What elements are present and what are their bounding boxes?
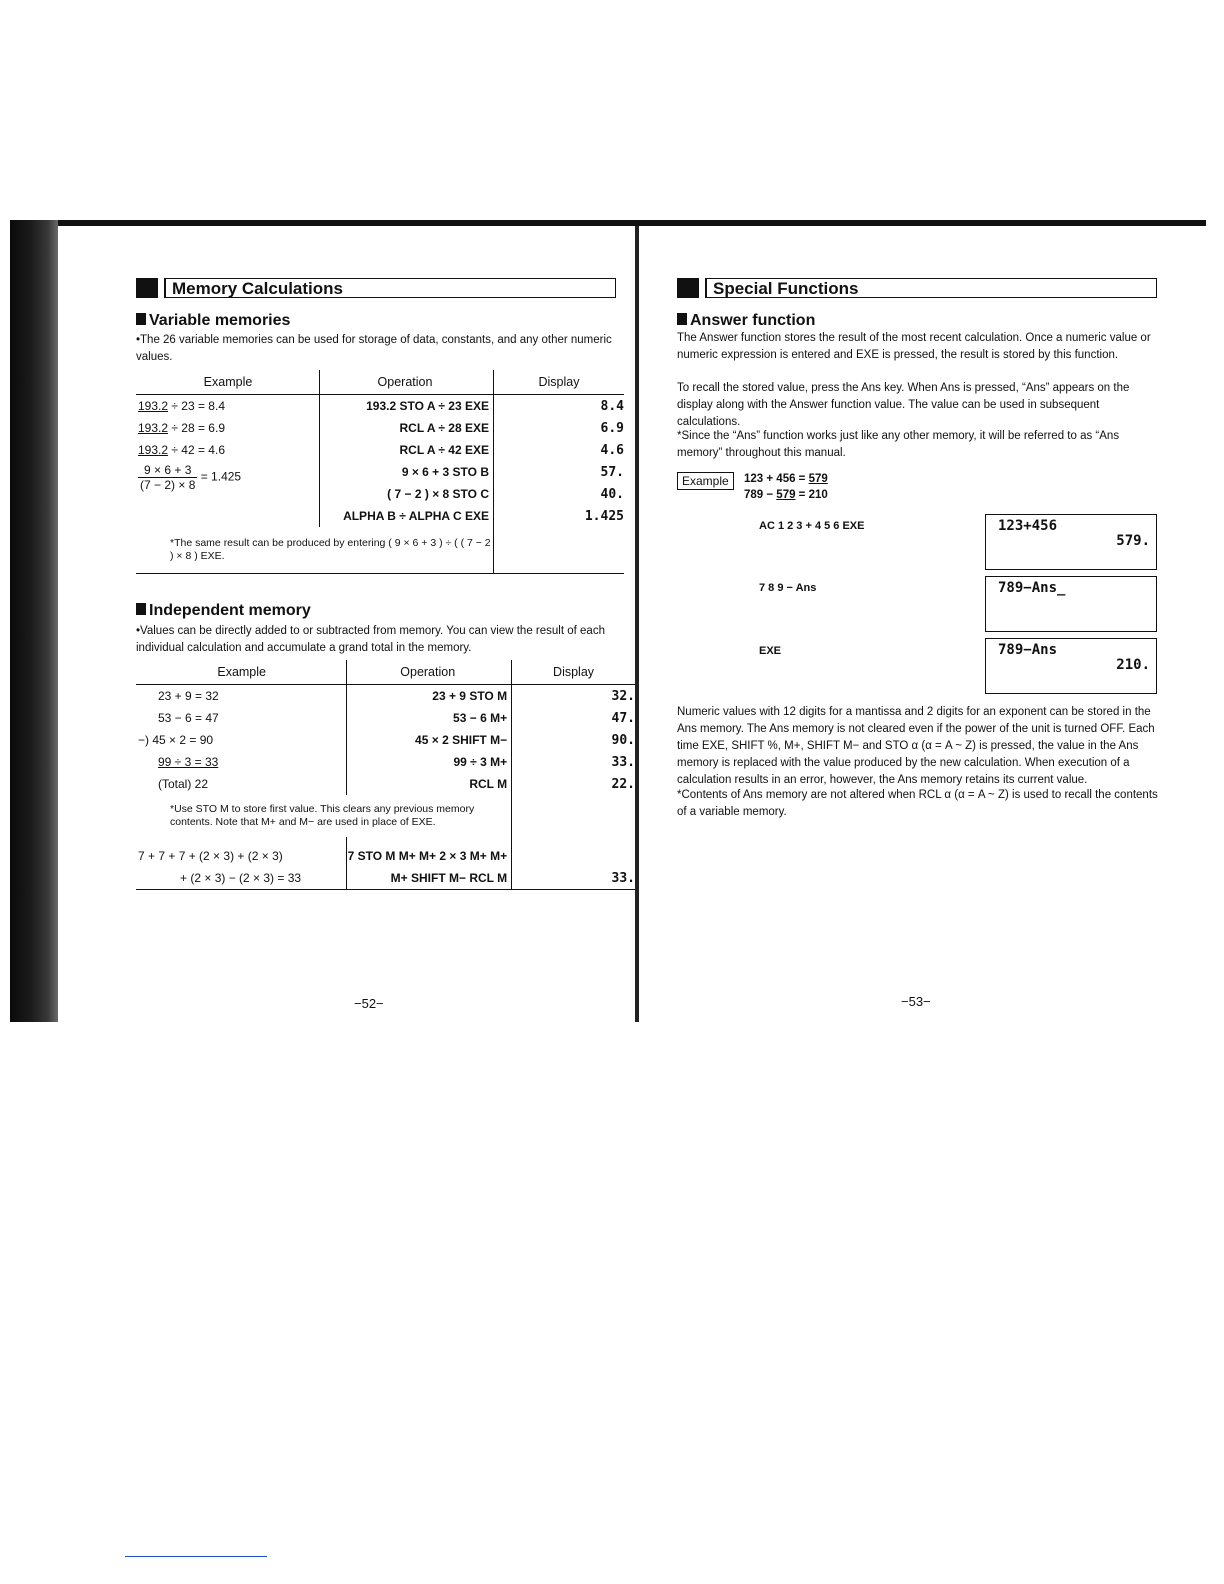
- operation-keys: RCL A ÷ 42 EXE: [320, 439, 494, 461]
- col-operation: Operation: [320, 370, 494, 395]
- table-header: Example Operation Display: [136, 660, 635, 685]
- ans-memory-note: *Contents of Ans memory are not altered when RCL α (α = A ~ Z) is used to recall the contents of a variable memory.: [677, 789, 1158, 818]
- section-marker-block: [677, 278, 699, 298]
- independent-memory-heading: Independent memory: [136, 602, 311, 620]
- ans-memory-para: Numeric values with 12 digits for a mantissa and 2 digits for an exponent can be stored in the Ans memory. The Ans memory is not cleared even if the power of the unit is turned OFF. Each time EXE, SHIFT %, M+, SHIFT M− and STO α (α = A ~ Z) is pressed, the value in the Ans memory is replaced with the value produced by the new calculation. When execution of a calculation results in an error, however, the Ans memory retains its current value.: [677, 706, 1155, 786]
- example-label: Example: [677, 472, 734, 490]
- operation-keys: 9 × 6 + 3 STO B: [320, 461, 494, 483]
- section-title: Memory Calculations: [164, 278, 616, 298]
- table-row: 193.2 ÷ 28 = 6.9 RCL A ÷ 28 EXE 6.9: [136, 417, 624, 439]
- lcd-display: 789−Ans 210.: [985, 638, 1157, 694]
- answer-para-3: *Since the “Ans” function works just like any other memory, it will be referred to as “Ans memory” throughout this manual.: [677, 430, 1120, 459]
- display-value: 40.: [600, 486, 624, 502]
- operation-keys: 193.2 STO A ÷ 23 EXE: [320, 395, 494, 418]
- bullet-square-icon: [677, 313, 687, 325]
- display-value: 1.425: [584, 508, 624, 524]
- section-title: Special Functions: [705, 278, 1157, 298]
- example-expressions: 123 + 456 = 579 789 − 579 = 210: [744, 473, 828, 501]
- page-number: −52−: [354, 996, 384, 1011]
- key-sequence: 7 8 9 − Ans: [759, 582, 817, 594]
- variable-note: *The same result can be produced by entering ( 9 × 6 + 3 ) ÷ ( ( 7 − 2 ) × 8 ) EXE.: [136, 527, 494, 574]
- independent-intro: •Values can be directly added to or subtracted from memory. You can view the result of each individual calculation and accumulate a grand total in the memory.: [136, 625, 605, 654]
- table-row: 193.2 ÷ 42 = 4.6 RCL A ÷ 42 EXE 4.6: [136, 439, 624, 461]
- answer-para-1: The Answer function stores the result of the most recent calculation. Once a numeric value or numeric expression is entered and EXE is pressed, the result is stored by this function.: [677, 332, 1151, 361]
- key-sequence: AC 1 2 3 + 4 5 6 EXE: [759, 520, 865, 532]
- independent-note: *Use STO M to store first value. This clears any previous memory contents. Note that M+ and M− are used in place of EXE.: [136, 795, 512, 837]
- table-row: 99 ÷ 3 = 33 99 ÷ 3 M+ 33.: [136, 751, 635, 773]
- table-row: (Total) 22 RCL M 22.: [136, 773, 635, 795]
- variable-intro: •The 26 variable memories can be used for storage of data, constants, and any other numeric values.: [136, 334, 612, 363]
- answer-para-2: To recall the stored value, press the Ans key. When Ans is pressed, “Ans” appears on the display along with the Answer function value. The value can be used in subsequent calculations.: [677, 382, 1130, 428]
- table-row: + (2 × 3) − (2 × 3) = 33 M+ SHIFT M− RCL M 33.: [136, 867, 635, 890]
- table-row: 53 − 6 = 47 53 − 6 M+ 47.: [136, 707, 635, 729]
- key-sequence: EXE: [759, 645, 782, 657]
- book-spine-shadow: [10, 220, 58, 1022]
- variable-memories-heading: Variable memories: [136, 312, 290, 330]
- table-row: −) 45 × 2 = 90 45 × 2 SHIFT M− 90.: [136, 729, 635, 751]
- section-marker-block: [136, 278, 158, 298]
- section-header-memory: [136, 278, 616, 298]
- operation-keys: ( 7 − 2 ) × 8 STO C: [320, 483, 494, 505]
- col-display: Display: [494, 370, 625, 395]
- left-page: [58, 220, 635, 1022]
- independent-memory-table: [136, 660, 635, 890]
- display-value: 6.9: [600, 420, 624, 436]
- table-row: 23 + 9 = 32 23 + 9 STO M 32.: [136, 685, 635, 708]
- display-value: 57.: [600, 464, 624, 480]
- answer-function-heading: Answer function: [677, 312, 815, 330]
- fraction-expression: $\frac{9 \times 6 + 3}{(7 - 2) \times 8}$: [140, 463, 196, 492]
- col-example: Example: [136, 370, 320, 395]
- variable-memory-table: [136, 370, 624, 574]
- page-number: −53−: [901, 994, 931, 1009]
- section-header-special: [677, 278, 1157, 298]
- operation-keys: ALPHA B ÷ ALPHA C EXE: [320, 505, 494, 527]
- right-page: [639, 220, 1206, 1022]
- lcd-display: 789−Ans_: [985, 576, 1157, 632]
- display-value: 4.6: [600, 442, 624, 458]
- manual-spread: [10, 220, 1206, 1022]
- table-header: [136, 370, 624, 395]
- bullet-square-icon: [136, 313, 146, 325]
- operation-keys: RCL A ÷ 28 EXE: [320, 417, 494, 439]
- table-row: [136, 527, 624, 574]
- table-row: [136, 795, 635, 837]
- display-value: 8.4: [600, 398, 624, 414]
- lcd-display: 123+456 579.: [985, 514, 1157, 570]
- bullet-square-icon: [136, 603, 146, 615]
- table-row: 7 + 7 + 7 + (2 × 3) + (2 × 3) 7 STO M M+ M+ 2 × 3 M+ M+: [136, 837, 635, 867]
- table-row: $\frac{9 \times 6 + 3}{(7 - 2) \times 8}$ = 1.425 9 × 6 + 3 STO B 57.: [140, 463, 624, 492]
- bottom-blue-line: [125, 1556, 267, 1557]
- table-row: 193.2 ÷ 23 = 8.4 193.2 STO A ÷ 23 EXE 8.4: [136, 395, 624, 418]
